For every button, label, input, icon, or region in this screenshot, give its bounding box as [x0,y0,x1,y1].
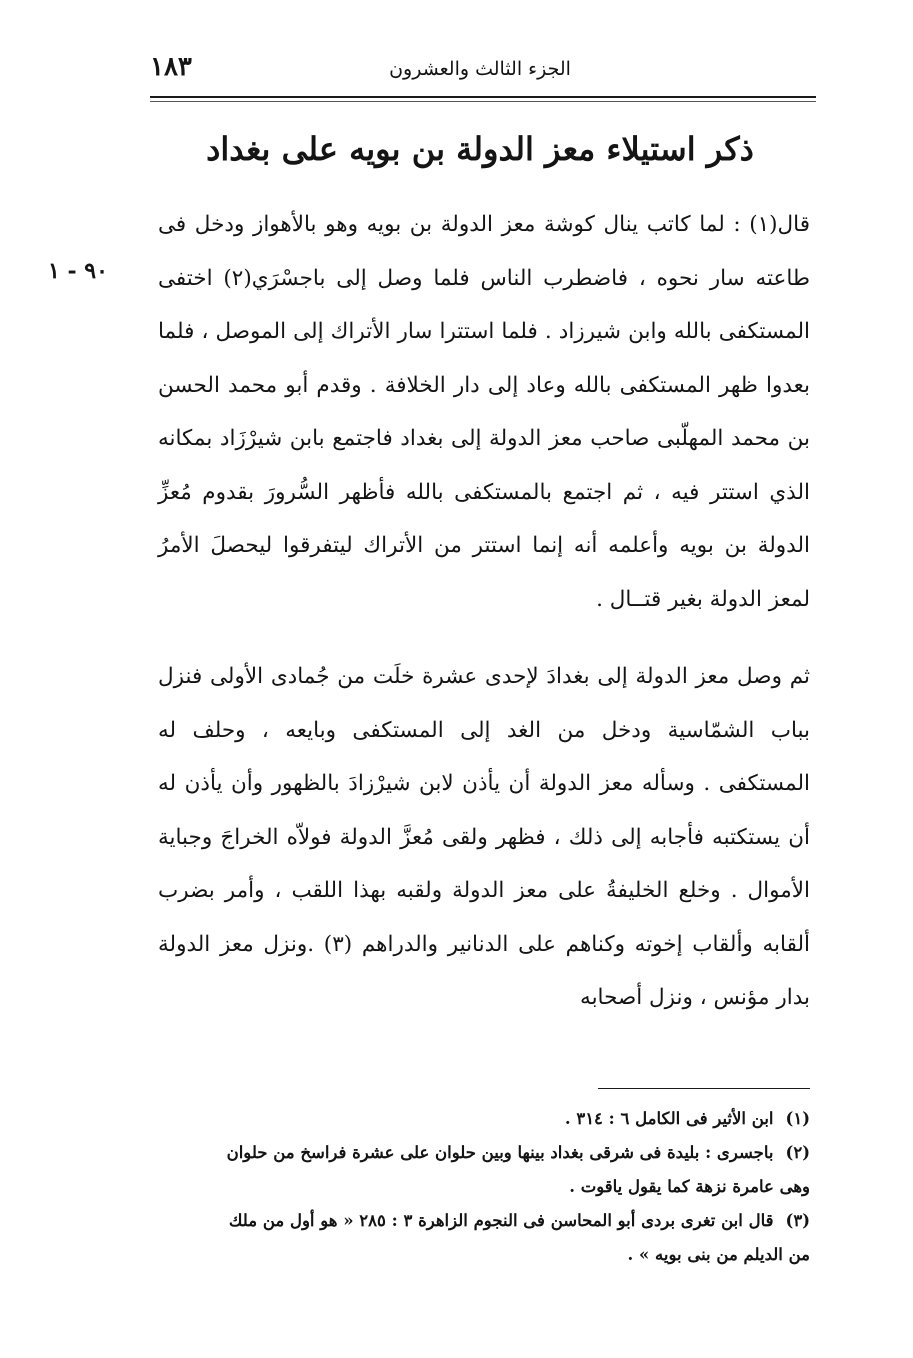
footnote-divider [598,1088,810,1089]
footnote-3-number: (٣) [785,1211,810,1230]
footnote-3-text-cont: من الديلم من بنى بويه » . [627,1245,810,1264]
footnotes [158,1102,810,1272]
footnote-1-number: (١) [785,1109,810,1128]
header-rule [150,96,816,98]
footnote-2-continued [158,1170,810,1204]
footnote-3-text: قال ابن تغرى بردى أبو المحاسن فى النجوم الزاهرة ٣ : ٢٨٥ « هو أول من ملك [228,1211,774,1230]
running-title: الجزء الثالث والعشرون [389,58,571,80]
paragraph-2: ثم وصل معز الدولة إلى بغدادَ لإحدى عشرة خلَت من جُمادى الأولى فنزل بباب الشمّاسية ودخل من الغد إلى المستكفى وبايعه ، وحلف له المستكفى . وسأله معز الدولة أن يأذن لابن شيرْزادَ بالظهور وأن يأذن له أن يستكتبه فأجابه إلى ذلك ، فظهر ولقى مُعزَّ الدولة فولاّه الخراجَ وجباية الأموال . وخلع الخليفةُ على معز الدولة ولقبه بهذا اللقب ، وأمر بضرب ألقابه وألقاب إخوته وكناهم على الدنانير والدراهم (٣) .ونزل معز الدولة بدار مؤنس ، ونزل أصحابه [158,664,810,1010]
footnote-3 [158,1204,810,1238]
page-number: ١٨٣ [150,52,192,82]
header-rule-thin [150,101,816,102]
margin-reference: ٩٠ - ١ [48,258,108,284]
body-text [158,198,810,1025]
footnote-1 [158,1102,810,1136]
paragraph-1: قال(١) : لما كاتب ينال كوشة معز الدولة بن بويه وهو بالأهواز ودخل فى طاعته سار نحوه ، فاضطرب الناس فلما وصل إلى باجسْرَي(٢) اختفى المستكفى بالله وابن شيرزاد . فلما استترا سار الأتراك إلى الموصل ، فلما بعدوا ظهر المستكفى بالله وعاد إلى دار الخلافة . وقدم أبو محمد الحسن بن محمد المهلّبى صاحب معز الدولة إلى بغداد فاجتمع بابن شيرْزَاد بمكانه الذي استتر فيه ، ثم اجتمع بالمستكفى بالله فأظهر السُّرورَ بقدوم مُعزِّ الدولة بن بويه وأعلمه أنه إنما استتر من الأتراك ليتفرقوا ليحصلَ الأمرُ لمعز الدولة بغير قتــال . [158,212,810,612]
footnote-2-text-cont: وهى عامرة نزهة كما يقول ياقوت . [569,1177,810,1196]
footnote-2 [158,1136,810,1170]
chapter-title: ذكر استيلاء معز الدولة بن بويه على بغداد [206,130,754,168]
footnote-2-number: (٢) [785,1143,810,1162]
footnote-1-text: ابن الأثير فى الكامل ٦ : ٣١٤ . [564,1109,774,1128]
footnote-3-continued [158,1238,810,1272]
running-header [150,52,810,92]
footnote-2-text: باجسرى : بليدة فى شرقى بغداد بينها وبين حلوان على عشرة فراسخ من حلوان [226,1143,774,1162]
